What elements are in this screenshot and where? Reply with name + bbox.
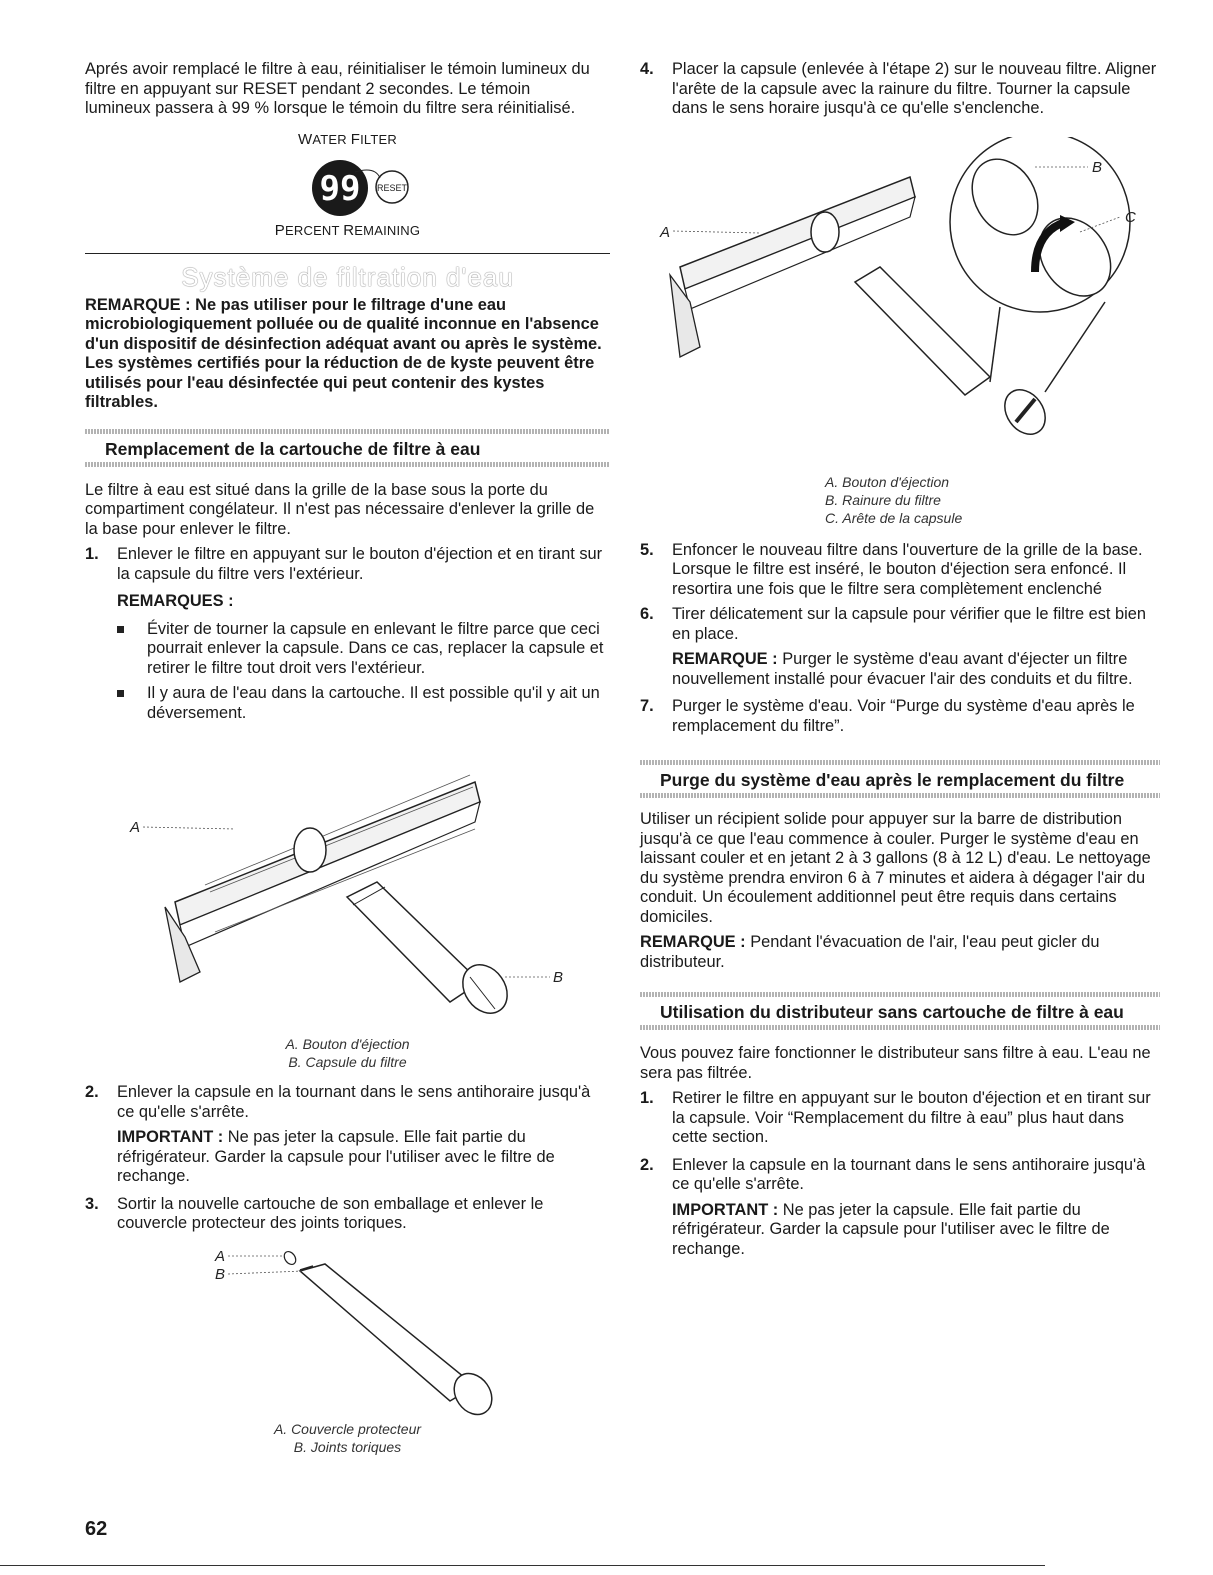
bottom-rule <box>0 1565 1045 1566</box>
right-column <box>640 60 1160 1259</box>
heading-utilisation: Utilisation du distributeur sans cartouche de filtre à eau <box>660 1002 1124 1022</box>
remplacement-intro: Le filtre à eau est situé dans la grille de la base sous la porte du compartiment congélateur. Il n'est pas nécessaire d'enlever la grille de la base pour enlever le filtre. <box>85 480 595 538</box>
dotted-rule <box>640 793 1160 798</box>
figure-caption: A. Bouton d'éjection B. Rainure du filtre C. Arête de la capsule <box>825 473 963 526</box>
step-3: 3. Sortir la nouvelle cartouche de son emballage et enlever le couvercle protecteur des joints toriques. <box>85 1194 544 1232</box>
purge-body: Utiliser un récipient solide pour appuyer sur la barre de distribution jusqu'à ce que l'eau commence à couler. Purger le système d'eau en laissant couler et en jetant 2 à 3 gallons (8 à 12 L) d'eau. Le nettoyage du système prendra environ 6 à 7 minutes et aidera à dégager l'air du conduit. Un écoulement additionnel peut être requis dans certains domiciles. <box>640 810 1151 926</box>
heading-purge: Purge du système d'eau après le remplacement du filtre <box>660 770 1125 790</box>
svg-text:A: A <box>215 1247 226 1265</box>
section-title: Système de filtration d'eau <box>181 261 514 292</box>
utilisation-step-1: 1. Retirer le filtre en appuyant sur le bouton d'éjection et en tirant sur la capsule. Voir “Remplacement du filtre à eau” plus haut dans cette section. <box>640 1089 1151 1146</box>
utilisation-intro: Vous pouvez faire fonctionner le distributeur sans filtre à eau. L'eau ne sera pas filtrée. <box>640 1044 1151 1082</box>
percent-display-digits: 99 <box>319 168 361 209</box>
page-number: 62 <box>85 1518 108 1540</box>
step-6: 6. Tirer délicatement sur la capsule pour vérifier que le filtre est bien en place. REMARQUE : Purger le système d'eau avant d'éjecter un filtre nouvellement installé pour évacuer l'air des conduits et du filtre. <box>640 605 1147 688</box>
figure-caption: A. Bouton d'éjection B. Capsule du filtre <box>285 1036 410 1070</box>
svg-text:A: A <box>660 223 671 241</box>
step-5: 5. Enfoncer le nouveau filtre dans l'ouverture de la grille de la base. Lorsque le filtre est inséré, le bouton d'éjection sera enfoncé. Il resortira une fois que le filtre sera complètement enclenché <box>640 540 1143 598</box>
figure-caption: A. Couvercle protecteur B. Joints toriques <box>273 1420 422 1455</box>
svg-text:A: A <box>130 819 141 836</box>
display-footer: PERCENT REMAINING <box>274 221 421 239</box>
step-1: 1. Enlever le filtre en appuyant sur le bouton d'éjection et en tirant sur la capsule du filtre vers l'extérieur. <box>85 545 603 583</box>
intro-paragraph: Aprés avoir remplacé le filtre à eau, réinitialiser le témoin lumineux du filtre en appuyant sur RESET pendant 2 secondes. Le témoin lumineux passera à 99 % lorsque le témoin du filtre sera réinitialisé. <box>85 60 590 117</box>
remarques-label: REMARQUES : <box>117 592 234 610</box>
filter-display-panel <box>85 158 610 218</box>
svg-text:B: B <box>553 969 564 986</box>
step-2: 2. Enlever la capsule en la tournant dans le sens antihoraire jusqu'à ce qu'elle s'arrête. IMPORTANT : Ne pas jeter la capsule. Elle fait partie du réfrigérateur. Garder la capsule pour l'utiliser avec le filtre de rechange. <box>85 1083 591 1185</box>
dotted-rule <box>640 1025 1160 1030</box>
dotted-rule <box>640 760 1160 765</box>
dotted-rule <box>640 992 1160 997</box>
bullet-item: Éviter de tourner la capsule en enlevant le filtre parce que ceci pourrait enlever la capsule. Dans ce cas, replacer la capsule et retirer le filtre tout droit vers l'extérieur. <box>117 620 610 679</box>
dotted-rule <box>85 462 610 467</box>
figure-capsule-alignment <box>640 137 1160 467</box>
left-column <box>85 60 610 1456</box>
section-rule <box>85 253 610 254</box>
display-title: WATER FILTER <box>298 130 397 148</box>
figure-new-cartridge <box>85 1236 610 1416</box>
utilisation-step-2: 2. Enlever la capsule en la tournant dans le sens antihoraire jusqu'à ce qu'elle s'arrête. IMPORTANT : Ne pas jeter la capsule. Elle fait partie du réfrigérateur. Garder la capsule pour l'utiliser avec le filtre de rechange. <box>640 1155 1146 1258</box>
dotted-rule <box>85 429 610 434</box>
remarque-main: REMARQUE : Ne pas utiliser pour le filtrage d'une eau microbiologiquement polluée ou de qualité inconnue en l'absence d'un dispositif de désinfection adéquat avant ou après le système. Les systèmes certifiés pour la réduction de de kyste peuvent être utilisés pour l'eau désinfectée qui peut contenir des kystes filtrables. <box>85 295 602 411</box>
svg-text:B: B <box>1092 158 1103 176</box>
heading-remplacement: Remplacement de la cartouche de filtre à eau <box>105 438 481 459</box>
figure-ejection <box>85 727 610 1027</box>
bullet-item: Il y aura de l'eau dans la cartouche. Il est possible qu'il y ait un déversement. <box>117 684 610 723</box>
purge-remarque: REMARQUE : Pendant l'évacuation de l'air, l'eau peut gicler du distributeur. <box>640 933 1100 971</box>
step-7: 7. Purger le système d'eau. Voir “Purge du système d'eau après le remplacement du filtre”. <box>640 697 1135 735</box>
reset-button-label: RESET <box>376 182 408 193</box>
svg-text:C: C <box>1125 208 1136 226</box>
step-4: 4. Placer la capsule (enlevée à l'étape 2) sur le nouveau filtre. Aligner l'arête de la capsule avec la rainure du filtre. Tourner la capsule dans le sens horaire jusqu'à ce qu'elle s'enclenche. <box>640 60 1157 117</box>
svg-text:B: B <box>215 1265 226 1283</box>
